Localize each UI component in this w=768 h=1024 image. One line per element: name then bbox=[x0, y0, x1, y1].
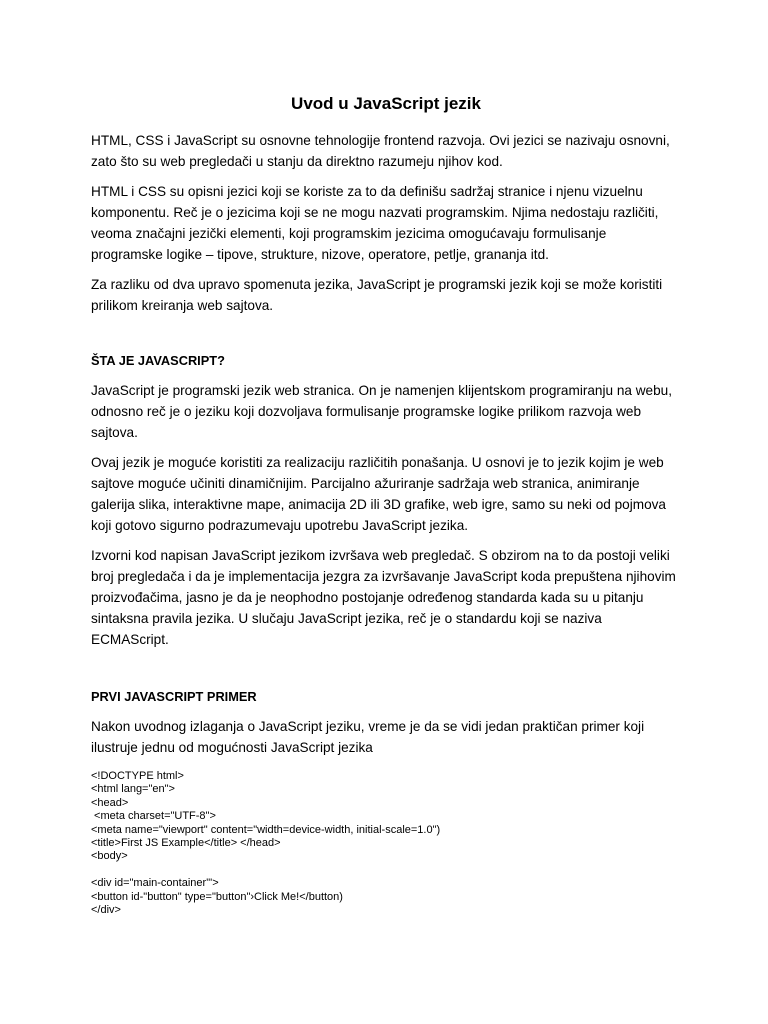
code-line: <!DOCTYPE html> bbox=[91, 770, 184, 782]
section-heading-first-example: PRVI JAVASCRIPT PRIMER bbox=[91, 689, 257, 704]
document-title: Uvod u JavaScript jezik bbox=[291, 94, 481, 113]
intro-paragraph-2: HTML i CSS su opisni jezici koji se koriste za to da definišu sadržaj stranice i njenu vizuelnu komponentu. Reč je o jezicima koji se ne mogu nazvati programskim. Njima nedostaju različiti, veoma značajni jezički elementi, koji programskim jezicima omogućavaju formulisanje programske logike – tipove, strukture, nizove, operatore, petlje, grananja itd. bbox=[91, 184, 659, 262]
intro-paragraph-3: Za razliku od dva upravo spomenuta jezika, JavaScript je programski jezik koji se može koristiti prilikom kreiranja web sajtova. bbox=[91, 277, 663, 313]
code-line: </div> bbox=[91, 903, 121, 916]
section2-paragraph: Nakon uvodnog izlaganja o JavaScript jeziku, vreme je da se vidi jedan praktičan primer koji ilustruje jednu od mogućnosti JavaScript jezika bbox=[91, 719, 645, 755]
code-listing bbox=[91, 770, 681, 917]
code-line: <meta charset="UTF-8"> bbox=[91, 810, 216, 823]
section-heading-what-is-js: ŠTA JE JAVASCRIPT? bbox=[91, 353, 225, 368]
code-line: <div id="main-container"'> bbox=[91, 877, 219, 890]
code-line: <html lang="en"> bbox=[91, 783, 175, 796]
document-page bbox=[91, 92, 681, 917]
code-blank-line bbox=[91, 864, 681, 877]
intro-paragraph-1: HTML, CSS i JavaScript su osnovne tehnologije frontend razvoja. Ovi jezici se nazivaju osnovni, zato što su web pregledači u stanju da direktno razumeju njihov kod. bbox=[91, 133, 670, 169]
section1-paragraph-3: Izvorni kod napisan JavaScript jezikom izvršava web pregledač. S obzirom na to da postoji veliki broj pregledača i da je implementacija jezgra za izvršavanje JavaScript koda prepuštena njihovim proizvođačima, jasno je da je neophodno postojanje određenog standarda kada su u pitanju sintaksna pravila jezika. U slučaju JavaScript jezika, reč je o standardu koji se naziva ECMAScript. bbox=[91, 548, 676, 647]
code-line: <button id-"button" type="button"›Click Me!</button) bbox=[91, 890, 343, 903]
code-line: <body> bbox=[91, 850, 128, 863]
code-line: <meta name="viewport" content="width=device-width, initial-scale=1.0") bbox=[91, 823, 441, 836]
code-line: <head> bbox=[91, 796, 129, 809]
section1-paragraph-1: JavaScript je programski jezik web stranica. On je namenjen klijentskom programiranju na webu, odnosno reč je o jeziku koji dozvoljava formulisanje programske logike prilikom razvoja web sajtova. bbox=[91, 383, 673, 440]
code-line: <title>First JS Example</title> </head> bbox=[91, 836, 281, 849]
section1-paragraph-2: Ovaj jezik je moguće koristiti za realizaciju različitih ponašanja. U osnovi je to jezik kojim je web sajtove moguće učiniti dinamičnijim. Parcijalno ažuriranje sadržaja web stranica, animiranje galerija slika, interaktivne mape, animacija 2D ili 3D grafike, web igre, samo su neki od pojmova koji gotovo sigurno podrazumevaju upotrebu JavaScript jezika. bbox=[91, 455, 666, 533]
